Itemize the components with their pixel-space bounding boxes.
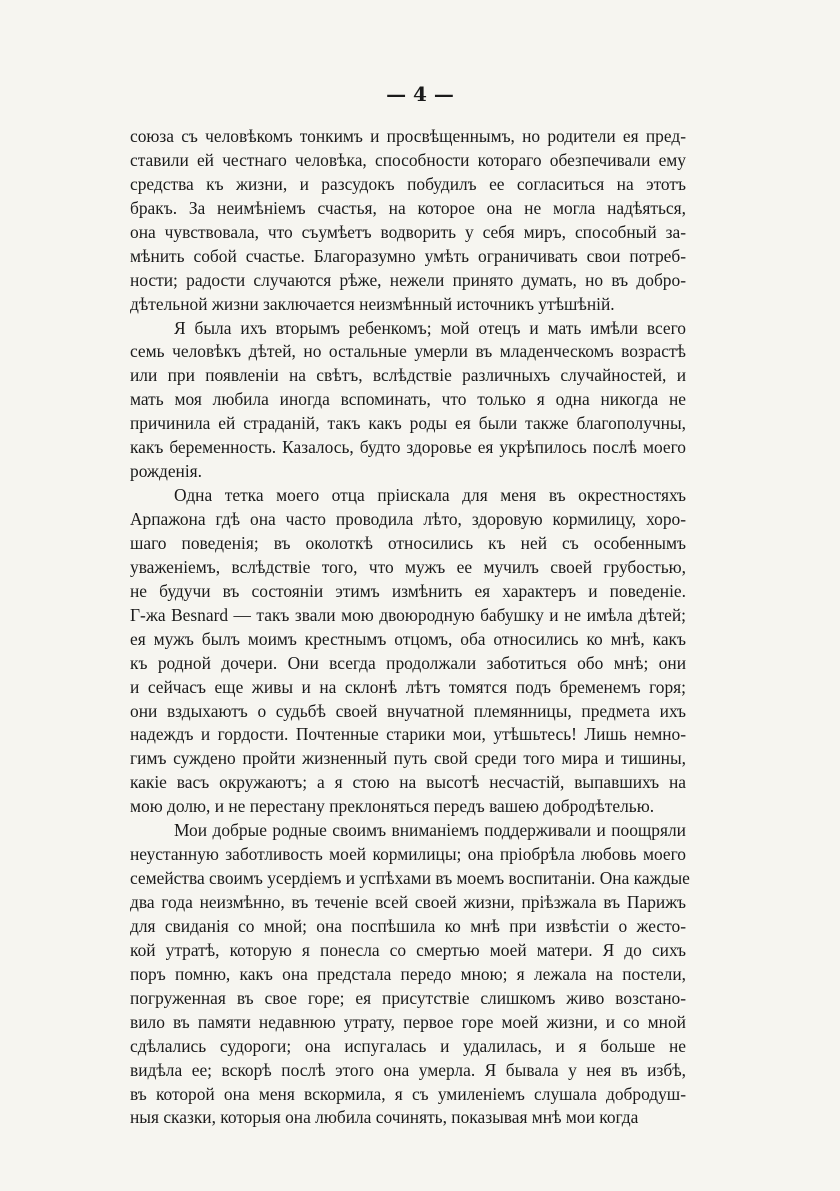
text-line: средства къ жизни, и разсудокъ побудилъ ее согласиться на этотъ [130,173,686,194]
text-line: для свиданія со мной; она поспѣшила ко мнѣ при извѣстіи о жесто- [130,915,686,936]
text-line: кой утратѣ, которую я понесла со смертью моей матери. Я до сихъ [130,939,686,960]
text-line: неустанную заботливость моей кормилицы; она пріобрѣла любовь моего [130,844,686,865]
text-line: надеждъ и гордости. Почтенные старики мои, утѣшьтесь! Лишь немно- [130,724,686,745]
text-line: она чувствовала, что съумѣетъ водворить у себя миръ, способный за- [130,221,686,242]
paragraph [130,484,686,819]
text-line: два года неизмѣнно, въ теченіе всей своей жизни, пріѣзжала въ Парижъ [130,892,686,912]
text-line: уваженіемъ, вслѣдствіе того, что мужъ ее мучилъ своей грубостью, [130,556,686,577]
text-line: не будучи въ состояніи этимъ измѣнить ея характеръ и поведеніе. [130,580,686,601]
text-line: бракъ. За неимѣніемъ счастья, на которое она не могла надѣяться, [130,197,686,218]
text-line: шаго поведенія; въ околоткѣ относились къ ней съ особеннымъ [130,532,686,553]
text-line: Арпажона гдѣ она часто проводила лѣто, здоровую кормилицу, хоро- [130,509,686,529]
text-line: ности; радости случаются рѣже, нежели принято думать, но въ добро- [130,269,686,290]
text-line: мать моя любила иногда вспоминать, что только я одна никогда не [130,389,686,410]
text-line: ныя сказки, которыя она любила сочинять, показывая мнѣ мои когда [130,1107,639,1128]
text-line: Мои добрые родные своимъ вниманіемъ поддерживали и поощряли [174,820,686,841]
text-line: мою долю, и не перестану преклоняться передъ вашею добродѣтелью. [130,796,655,817]
text-line: причинила ей страданій, такъ какъ роды ея были также благополучны, [130,413,686,434]
text-line: они вздыхаютъ о судьбѣ своей внучатной племянницы, предмета ихъ [130,700,686,721]
text-line: ея мужъ былъ моимъ крестнымъ отцомъ, оба относились ко мнѣ, какъ [130,628,686,649]
text-line: или при появленіи на свѣтъ, вслѣдствіе различныхъ случайностей, и [130,365,686,386]
text-line: и сейчасъ еще живы и на склонѣ лѣтъ томятся подъ бременемъ горя; [130,676,686,697]
text-line: въ которой она меня вскормила, я съ умиленіемъ слушала добродуш- [130,1083,686,1104]
text-line: къ родной дочери. Они всегда продолжали заботиться обо мнѣ; они [130,652,686,673]
text-line: семейства своимъ усердіемъ и успѣхами въ моемъ воспитаніи. Она каждые [130,868,690,889]
text-line: какіе васъ окружаютъ; а я стою на высотѣ несчастій, выпавшихъ на [130,772,686,793]
text-line: видѣла ее; вскорѣ послѣ этого она умерла. Я бывала у нея въ избѣ, [130,1059,686,1080]
text-line: семь человѣкъ дѣтей, но остальные умерли въ младенческомъ возрастѣ [130,341,686,362]
text-line: погруженная въ свое горе; ея присутствіе слишкомъ живо возстано- [130,987,686,1008]
text-line: союза съ человѣкомъ тонкимъ и просвѣщеннымъ, но родители ея пред- [130,126,686,146]
text-line: Г-жа Besnard — такъ звали мою двоюродную бабушку и не имѣла дѣтей; [130,604,686,625]
text-line: Одна тетка моего отца пріискала для меня въ окрестностяхъ [174,485,686,506]
paragraph [130,125,686,317]
text-line: поръ помню, какъ она предстала передо мною; я лежала на постели, [130,963,686,984]
paragraph [130,317,686,485]
text-line: мѣнить собой счастье. Благоразумно умѣть ограничивать свои потреб- [130,245,686,266]
text-line: дѣтельной жизни заключается неизмѣнный источникъ утѣшѣній. [130,293,615,314]
text-line: гимъ суждено пройти жизненный путь свой среди того мира и тишины, [130,748,686,769]
text-line: какъ беременность. Казалось, будто здоровье ея укрѣпилось послѣ моего [130,437,686,458]
text-line: рожденія. [130,461,203,482]
body-text [130,125,690,1130]
text-line: Я была ихъ вторымъ ребенкомъ; мой отецъ и мать имѣли всего [174,317,686,338]
page-number: — 4 — [386,82,454,106]
text-line: ставили ей честнаго человѣка, способности котораго обезпечивали ему [130,149,686,170]
text-line: вило въ памяти недавнюю утрату, первое горе моей жизни, и со мной [130,1011,686,1032]
text-line: сдѣлались судороги; она испугалась и удалилась, и я больше не [130,1035,686,1056]
paragraph [130,819,690,1130]
